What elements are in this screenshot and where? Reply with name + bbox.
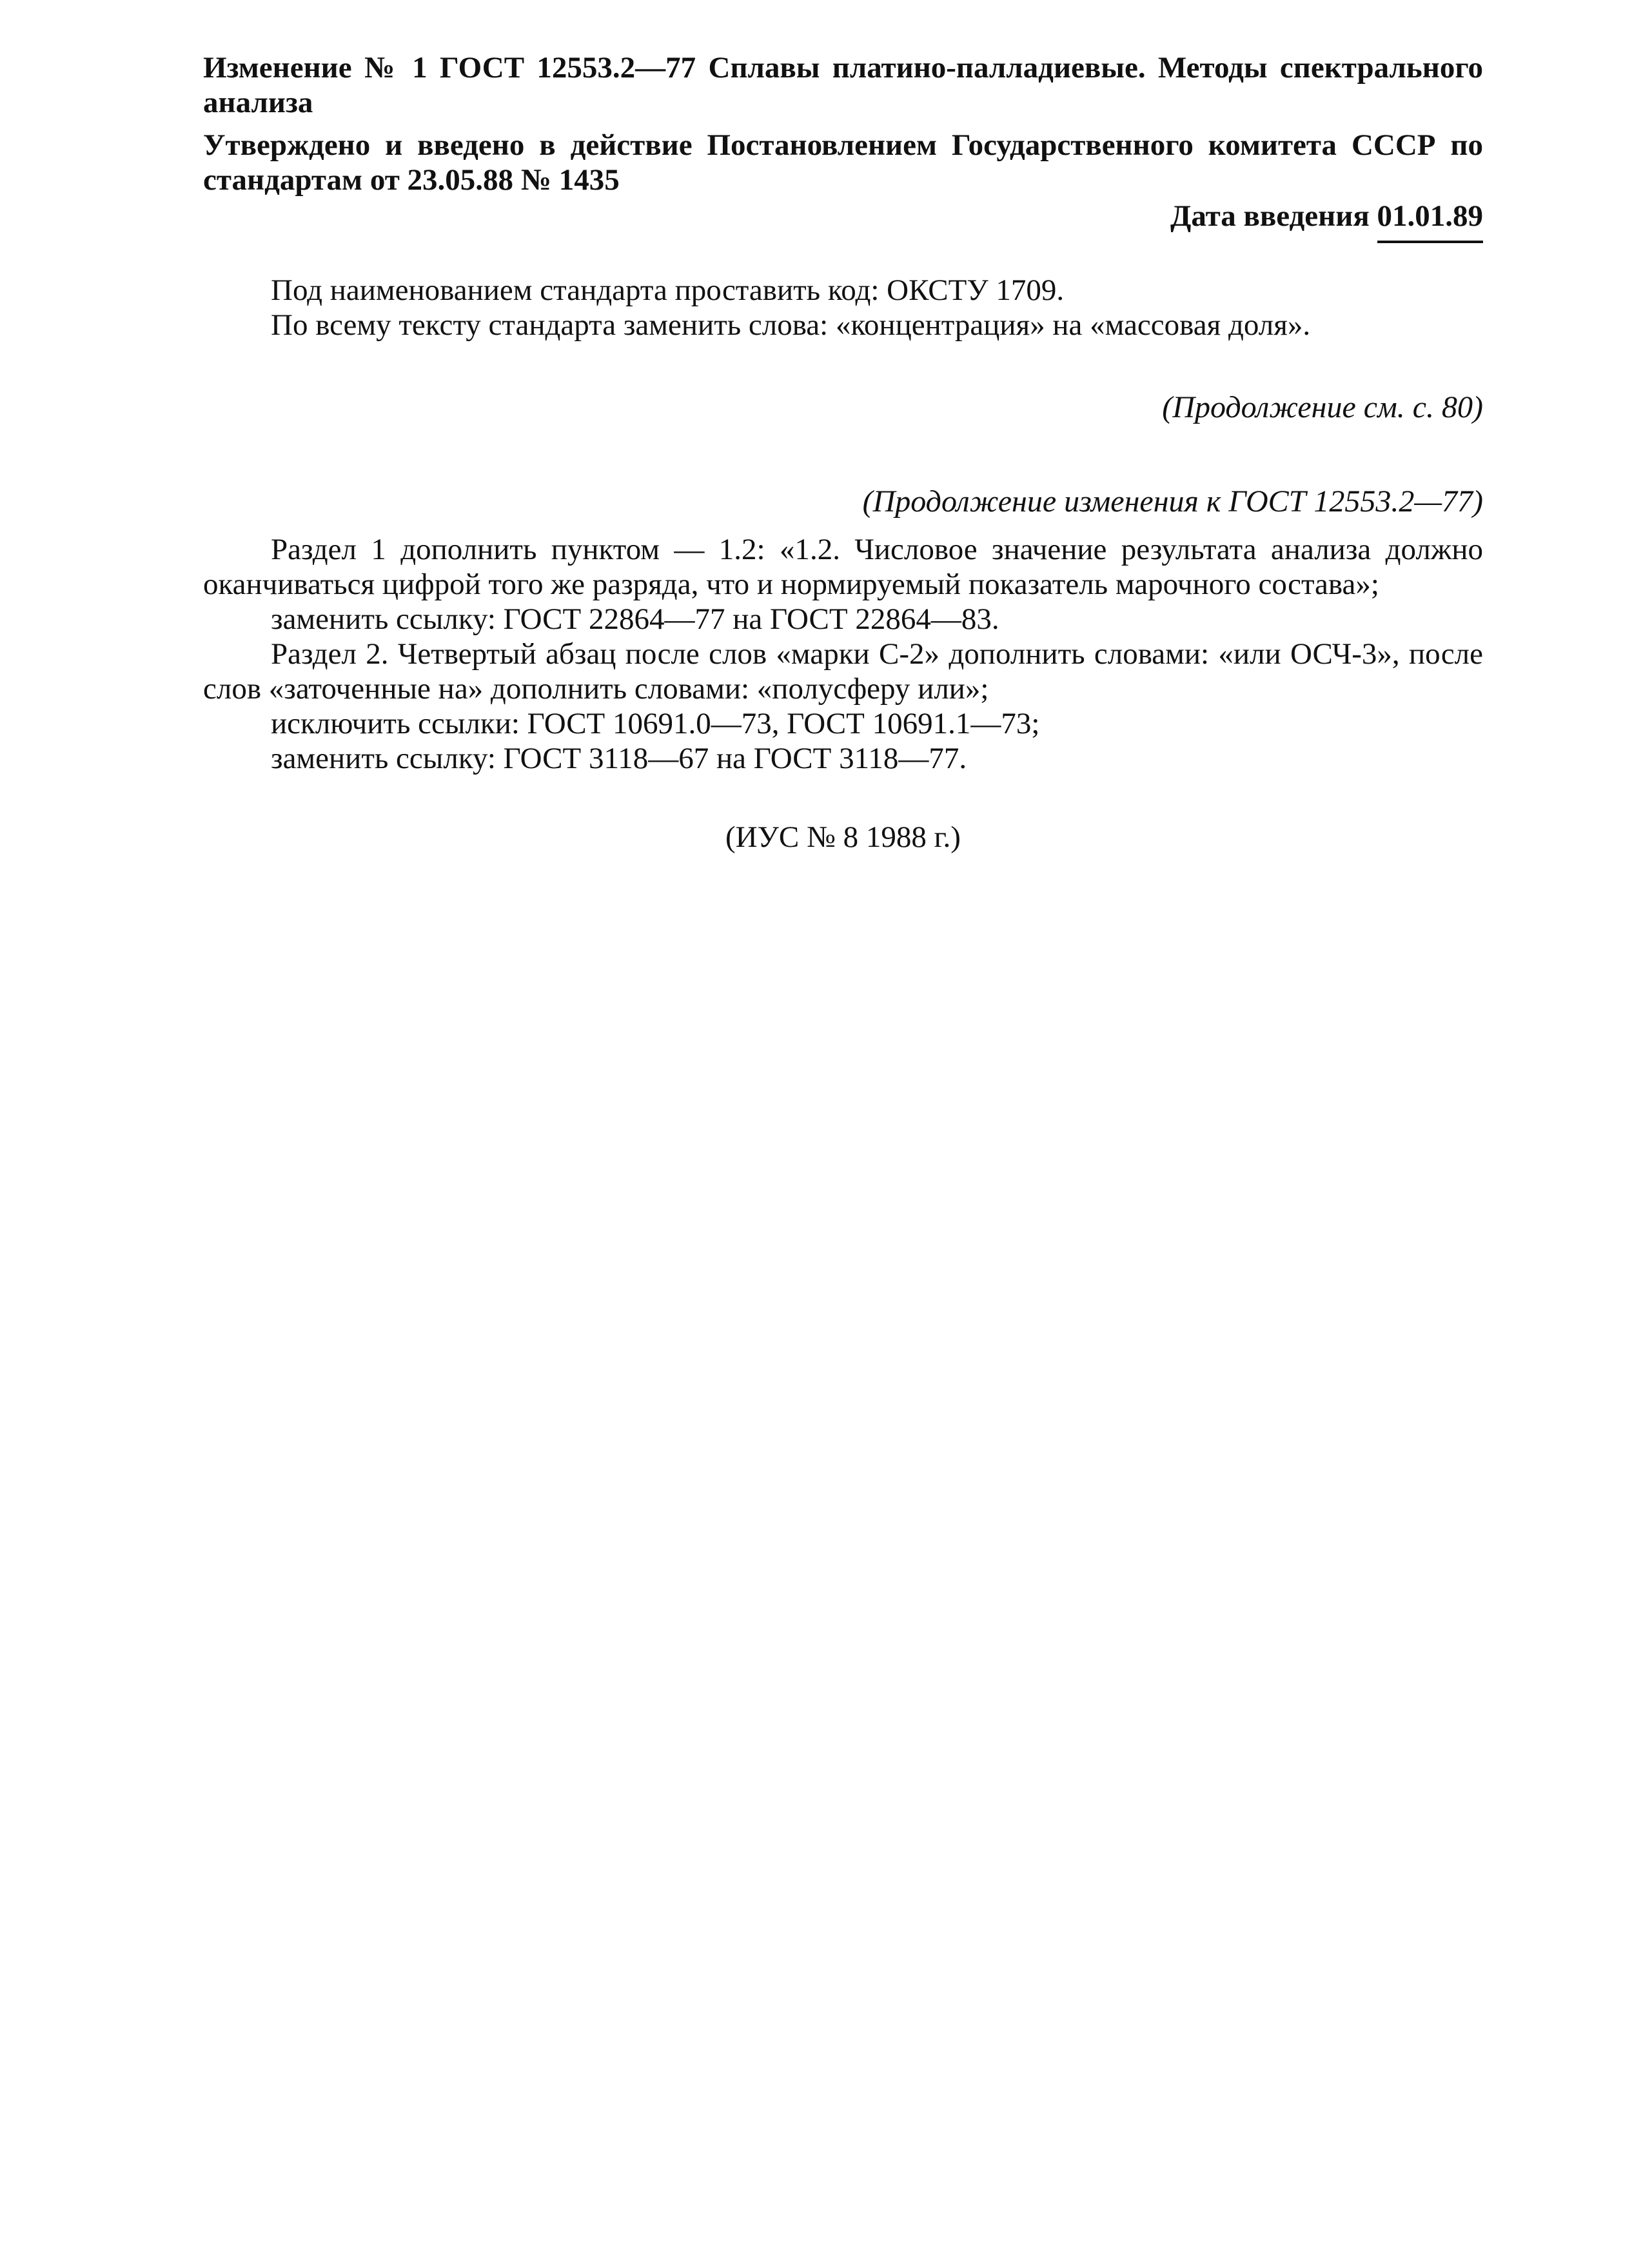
paragraph-section-1-addition: Раздел 1 дополнить пунктом — 1.2: «1.2. Числовое значение результата анализа должно оканчиваться цифрой того же разряда, что и нормируемый показатель марочного состава»; bbox=[203, 533, 1483, 601]
paragraph-replace-gost-3118: заменить ссылку: ГОСТ 3118—67 на ГОСТ 3118—77. bbox=[271, 742, 967, 775]
paragraph-term-replacement: По всему тексту стандарта заменить слова: «концентрация» на «массовая доля». bbox=[271, 308, 1311, 342]
introduction-date-label: Дата введения bbox=[1170, 199, 1370, 233]
continuation-note: (Продолжение см. с. 80) bbox=[1162, 390, 1483, 424]
introduction-date-value: 01.01.89 bbox=[1377, 198, 1484, 243]
paragraph-replace-gost-22864: заменить ссылку: ГОСТ 22864—77 на ГОСТ 22864—83. bbox=[271, 602, 999, 636]
paragraph-okstu-code: Под наименованием стандарта проставить код: ОКСТУ 1709. bbox=[271, 273, 1065, 307]
ius-reference: (ИУС № 8 1988 г.) bbox=[725, 820, 961, 854]
paragraph-section-2-addition: Раздел 2. Четвертый абзац после слов «марки С-2» дополнить словами: «или ОСЧ-3», после слов «заточенные на» дополнить словами: «полусферу или»; bbox=[203, 637, 1483, 706]
amendment-text-part-one bbox=[203, 273, 1483, 342]
amendment-title: Изменение № 1 ГОСТ 12553.2—77 Сплавы платино-палладиевые. Методы спектрального анализа bbox=[203, 51, 1483, 119]
amendment-text-part-two bbox=[203, 532, 1483, 776]
paragraph-remove-gost-10691: исключить ссылки: ГОСТ 10691.0—73, ГОСТ 10691.1—73; bbox=[271, 707, 1040, 740]
introduction-date bbox=[203, 198, 1483, 243]
approval-statement: Утверждено и введено в действие Постановлением Государственного комитета СССР по стандартам от 23.05.88 № 1435 bbox=[203, 128, 1483, 197]
continuation-header: (Продолжение изменения к ГОСТ 12553.2—77) bbox=[862, 484, 1483, 519]
